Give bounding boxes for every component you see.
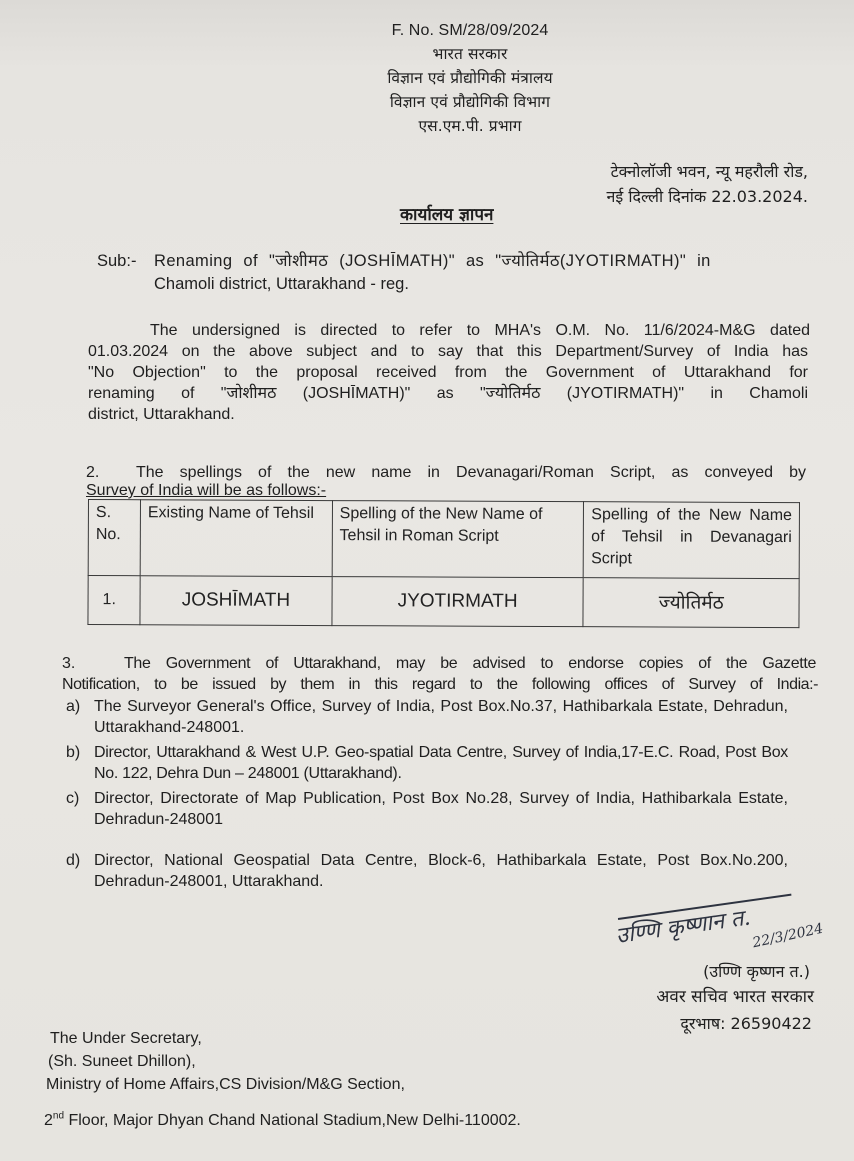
page-title: कार्यालय ज्ञापन (400, 205, 494, 225)
list-text-c: Director, Directorate of Map Publication, Post Box No.28, Survey of India, Hathibarkala Estate, Dehradun-248001 (94, 790, 788, 828)
handwritten-signature: उण्णि कृष्णान त. (614, 905, 752, 950)
paragraph-1-line-2: 01.03.2024 on the above subject and to say that this Department/Survey of India has (88, 343, 808, 360)
header-sno: S. No. (88, 500, 140, 576)
addressee-address (44, 1109, 521, 1132)
subject-label: Sub:- (97, 252, 137, 270)
header-division: एस.एम.पी. प्रभाग (418, 117, 522, 135)
floor-suffix: nd (52, 1110, 65, 1122)
floor-number: 2 (44, 1112, 53, 1129)
paragraph-2-number: 2. (86, 464, 100, 481)
list-label-a: a) (66, 698, 81, 715)
list-text-a: The Surveyor General's Office, Survey of India, Post Box.No.37, Hathibarkala Estate, Dehradun, Uttarakhand-248001. (94, 698, 788, 736)
address-rest: Floor, Major Dhyan Chand National Stadium,New Delhi-110002. (64, 1112, 521, 1129)
paragraph-2-line-2: Survey of India will be as follows:- (86, 482, 327, 499)
address-date-line: नई दिल्ली दिनांक 22.03.2024. (606, 187, 808, 206)
list-text-b: Director, Uttarakhand & West U.P. Geo-spatial Data Centre, Survey of India,17-E.C. Road, Post Box No. 122, Dehra Dun – 248001 (Uttarakhand). (94, 744, 788, 782)
paragraph-3-line-2: Notification, to be issued by them in this regard to the following offices of Survey of India:- (62, 676, 818, 693)
header-devanagari-spelling: Spelling of the New Name of Tehsil in Devanagari Script (584, 502, 800, 579)
addressee-title: The Under Secretary, (50, 1030, 202, 1047)
addressee-ministry: Ministry of Home Affairs,CS Division/M&G Section, (46, 1076, 405, 1093)
paragraph-1-line-1: The undersigned is directed to refer to MHA's O.M. No. 11/6/2024-M&G dated (150, 322, 810, 339)
list-item-a (66, 696, 818, 740)
paragraph-2-line-1: The spellings of the new name in Devanagari/Roman Script, as conveyed by (136, 464, 806, 481)
paragraph-3-line-1: The Government of Uttarakhand, may be advised to endorse copies of the Gazette (124, 655, 816, 672)
list-item-c (66, 788, 818, 832)
list-item-d (66, 850, 818, 894)
signatory-phone: दूरभाष: 26590422 (680, 1014, 812, 1033)
cell-sno: 1. (88, 576, 140, 625)
cell-devanagari-spelling: ज्योतिर्मठ (583, 578, 799, 628)
list-text-d: Director, National Geospatial Data Centre, Block-6, Hathibarkala Estate, Post Box.No.200, Dehradun-248001, Uttarakhand. (94, 852, 788, 890)
addressee-name: (Sh. Suneet Dhillon), (48, 1053, 196, 1070)
signature-date: 22/3/2024 (751, 920, 825, 952)
list-label-c: c) (66, 790, 80, 807)
table-row (88, 576, 799, 628)
cell-existing-name: JOSHĪMATH (140, 576, 332, 626)
header-ministry: विज्ञान एवं प्रौद्योगिकी मंत्रालय (387, 69, 553, 87)
paragraph-1-line-4: renaming of "जोशीमठ (JOSHĪMATH)" as "ज्योतिर्मठ (JYOTIRMATH)" in Chamoli (88, 385, 808, 402)
signatory-name: (उण्णि कृष्णन त.) (703, 962, 810, 981)
tehsil-name-table (87, 499, 800, 628)
file-number: F. No. SM/28/09/2024 (391, 22, 549, 39)
table-header-row (88, 500, 799, 579)
header-existing-name: Existing Name of Tehsil (140, 500, 332, 577)
cell-roman-spelling: JYOTIRMATH (332, 577, 584, 627)
paragraph-3-number: 3. (62, 655, 76, 672)
address-line-1: टेक्नोलॉजी भवन, न्यू महरौली रोड, (610, 162, 808, 181)
header-government: भारत सरकार (432, 45, 508, 63)
list-item-b (66, 742, 818, 786)
subject-line-1: Renaming of "जोशीमठ (JOSHĪMATH)" as "ज्योतिर्मठ(JYOTIRMATH)" in (154, 252, 711, 270)
paragraph-1-line-5: district, Uttarakhand. (88, 406, 235, 423)
header-roman-spelling: Spelling of the New Name of Tehsil in Roman Script (332, 501, 584, 578)
list-label-b: b) (66, 744, 81, 761)
header-department: विज्ञान एवं प्रौद्योगिकी विभाग (389, 93, 551, 111)
signatory-designation: अवर सचिव भारत सरकार (656, 987, 814, 1007)
paragraph-1-line-3: "No Objection" to the proposal received from the Government of Uttarakhand for (88, 364, 808, 381)
list-label-d: d) (66, 852, 81, 869)
subject-line-2: Chamoli district, Uttarakhand - reg. (154, 275, 409, 293)
